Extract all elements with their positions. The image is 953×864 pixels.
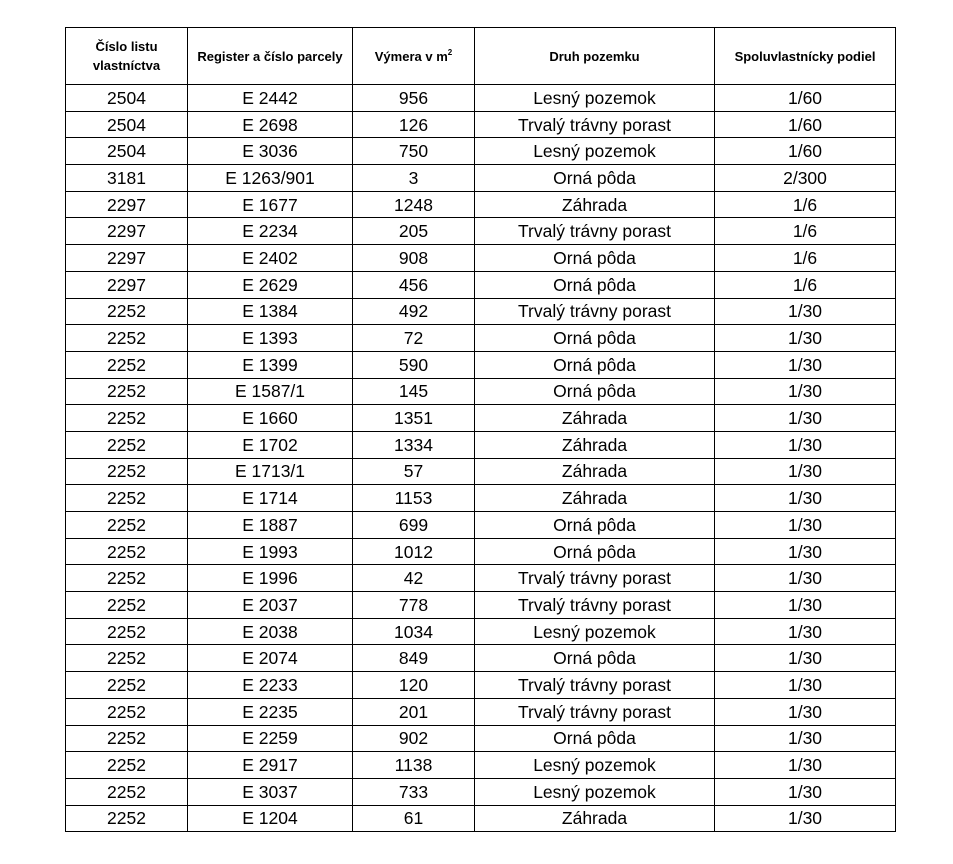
area-cell: 733 <box>353 778 475 805</box>
area-cell: 778 <box>353 592 475 619</box>
parcel-cell: E 1384 <box>188 298 353 325</box>
header-land-type: Druh pozemku <box>475 28 715 85</box>
area-cell: 72 <box>353 325 475 352</box>
land-type-cell: Trvalý trávny porast <box>475 565 715 592</box>
table-row <box>66 351 896 378</box>
share-cell: 1/6 <box>715 218 896 245</box>
parcel-cell: E 2037 <box>188 592 353 619</box>
area-cell: 750 <box>353 138 475 165</box>
parcel-cell: E 3037 <box>188 778 353 805</box>
owner-sheet-cell: 2297 <box>66 191 188 218</box>
share-cell: 1/30 <box>715 618 896 645</box>
table-header <box>66 28 896 85</box>
table-row <box>66 111 896 138</box>
table-row <box>66 271 896 298</box>
owner-sheet-cell: 2252 <box>66 592 188 619</box>
table-row <box>66 458 896 485</box>
land-type-cell: Lesný pozemok <box>475 85 715 112</box>
owner-sheet-cell: 2252 <box>66 512 188 539</box>
parcel-cell: E 2442 <box>188 85 353 112</box>
owner-sheet-cell: 2252 <box>66 298 188 325</box>
land-type-cell: Orná pôda <box>475 165 715 192</box>
share-cell: 1/30 <box>715 752 896 779</box>
parcel-cell: E 1714 <box>188 485 353 512</box>
header-area <box>353 28 475 85</box>
table-row <box>66 778 896 805</box>
area-cell: 1351 <box>353 405 475 432</box>
area-cell: 849 <box>353 645 475 672</box>
owner-sheet-cell: 2252 <box>66 725 188 752</box>
table-row <box>66 378 896 405</box>
parcel-cell: E 1204 <box>188 805 353 832</box>
land-type-cell: Záhrada <box>475 191 715 218</box>
area-cell: 1334 <box>353 431 475 458</box>
table-row <box>66 565 896 592</box>
area-cell: 57 <box>353 458 475 485</box>
share-cell: 1/30 <box>715 485 896 512</box>
share-cell: 1/30 <box>715 805 896 832</box>
parcel-cell: E 2402 <box>188 245 353 272</box>
parcel-cell: E 1399 <box>188 351 353 378</box>
land-type-cell: Trvalý trávny porast <box>475 218 715 245</box>
table-row <box>66 85 896 112</box>
table-row <box>66 218 896 245</box>
land-type-cell: Trvalý trávny porast <box>475 111 715 138</box>
area-cell: 492 <box>353 298 475 325</box>
parcel-table <box>65 27 896 832</box>
share-cell: 1/30 <box>715 698 896 725</box>
parcel-cell: E 1263/901 <box>188 165 353 192</box>
owner-sheet-cell: 2252 <box>66 351 188 378</box>
owner-sheet-cell: 2252 <box>66 618 188 645</box>
parcel-cell: E 3036 <box>188 138 353 165</box>
table-row <box>66 592 896 619</box>
parcel-cell: E 2629 <box>188 271 353 298</box>
table-body <box>66 85 896 832</box>
area-cell: 1248 <box>353 191 475 218</box>
land-type-cell: Záhrada <box>475 405 715 432</box>
owner-sheet-cell: 2252 <box>66 565 188 592</box>
land-type-cell: Záhrada <box>475 805 715 832</box>
parcel-cell: E 1713/1 <box>188 458 353 485</box>
land-type-cell: Trvalý trávny porast <box>475 698 715 725</box>
area-cell: 902 <box>353 725 475 752</box>
land-type-cell: Orná pôda <box>475 245 715 272</box>
owner-sheet-cell: 2252 <box>66 698 188 725</box>
land-type-cell: Orná pôda <box>475 351 715 378</box>
table-row <box>66 485 896 512</box>
owner-sheet-cell: 2252 <box>66 752 188 779</box>
land-type-cell: Trvalý trávny porast <box>475 672 715 699</box>
share-cell: 1/30 <box>715 351 896 378</box>
parcel-cell: E 1887 <box>188 512 353 539</box>
share-cell: 1/6 <box>715 245 896 272</box>
share-cell: 1/60 <box>715 85 896 112</box>
owner-sheet-cell: 2252 <box>66 378 188 405</box>
area-cell: 1034 <box>353 618 475 645</box>
parcel-cell: E 1702 <box>188 431 353 458</box>
share-cell: 1/60 <box>715 138 896 165</box>
land-type-cell: Orná pôda <box>475 378 715 405</box>
land-type-cell: Záhrada <box>475 485 715 512</box>
area-cell: 145 <box>353 378 475 405</box>
share-cell: 2/300 <box>715 165 896 192</box>
area-cell: 42 <box>353 565 475 592</box>
owner-sheet-cell: 2297 <box>66 245 188 272</box>
parcel-cell: E 2234 <box>188 218 353 245</box>
share-cell: 1/6 <box>715 191 896 218</box>
share-cell: 1/30 <box>715 431 896 458</box>
land-type-cell: Trvalý trávny porast <box>475 298 715 325</box>
area-cell: 1138 <box>353 752 475 779</box>
parcel-cell: E 2038 <box>188 618 353 645</box>
owner-sheet-cell: 2252 <box>66 325 188 352</box>
owner-sheet-cell: 2252 <box>66 431 188 458</box>
parcel-cell: E 2917 <box>188 752 353 779</box>
owner-sheet-cell: 2252 <box>66 645 188 672</box>
share-cell: 1/30 <box>715 592 896 619</box>
table-row <box>66 405 896 432</box>
land-type-cell: Orná pôda <box>475 512 715 539</box>
parcel-cell: E 1587/1 <box>188 378 353 405</box>
share-cell: 1/30 <box>715 565 896 592</box>
land-type-cell: Orná pôda <box>475 725 715 752</box>
table-row <box>66 752 896 779</box>
land-type-cell: Lesný pozemok <box>475 752 715 779</box>
share-cell: 1/60 <box>715 111 896 138</box>
table-row <box>66 325 896 352</box>
owner-sheet-cell: 2297 <box>66 218 188 245</box>
land-type-cell: Orná pôda <box>475 538 715 565</box>
table-row <box>66 298 896 325</box>
share-cell: 1/30 <box>715 458 896 485</box>
share-cell: 1/30 <box>715 298 896 325</box>
land-type-cell: Trvalý trávny porast <box>475 592 715 619</box>
land-type-cell: Lesný pozemok <box>475 618 715 645</box>
area-cell: 120 <box>353 672 475 699</box>
share-cell: 1/30 <box>715 778 896 805</box>
area-cell: 590 <box>353 351 475 378</box>
table-row <box>66 138 896 165</box>
area-cell: 1153 <box>353 485 475 512</box>
owner-sheet-cell: 2504 <box>66 138 188 165</box>
header-area-label: Výmera v m <box>374 48 448 64</box>
parcel-cell: E 2259 <box>188 725 353 752</box>
share-cell: 1/30 <box>715 512 896 539</box>
area-cell: 201 <box>353 698 475 725</box>
parcel-cell: E 2074 <box>188 645 353 672</box>
area-cell: 456 <box>353 271 475 298</box>
table-row <box>66 698 896 725</box>
area-cell: 61 <box>353 805 475 832</box>
area-cell: 699 <box>353 512 475 539</box>
area-cell: 3 <box>353 165 475 192</box>
table-row <box>66 645 896 672</box>
share-cell: 1/30 <box>715 725 896 752</box>
owner-sheet-cell: 2252 <box>66 458 188 485</box>
owner-sheet-cell: 3181 <box>66 165 188 192</box>
share-cell: 1/6 <box>715 271 896 298</box>
owner-sheet-cell: 2504 <box>66 85 188 112</box>
header-share: Spoluvlastnícky podiel <box>715 28 896 85</box>
area-cell: 1012 <box>353 538 475 565</box>
owner-sheet-cell: 2504 <box>66 111 188 138</box>
header-parcel: Register a číslo parcely <box>188 28 353 85</box>
table-row <box>66 512 896 539</box>
share-cell: 1/30 <box>715 405 896 432</box>
table-row <box>66 245 896 272</box>
owner-sheet-cell: 2297 <box>66 271 188 298</box>
table-row <box>66 191 896 218</box>
owner-sheet-cell: 2252 <box>66 805 188 832</box>
table-row <box>66 805 896 832</box>
parcel-cell: E 2235 <box>188 698 353 725</box>
area-cell: 205 <box>353 218 475 245</box>
table-row <box>66 431 896 458</box>
table-row <box>66 618 896 645</box>
parcel-cell: E 2233 <box>188 672 353 699</box>
table-row <box>66 672 896 699</box>
parcel-cell: E 1996 <box>188 565 353 592</box>
header-area-unit-exponent: 2 <box>447 47 453 57</box>
table-row <box>66 538 896 565</box>
header-owner-sheet: Číslo listu vlastníctva <box>66 28 188 85</box>
table-row <box>66 725 896 752</box>
parcel-cell: E 1677 <box>188 191 353 218</box>
land-type-cell: Orná pôda <box>475 325 715 352</box>
land-type-cell: Záhrada <box>475 458 715 485</box>
owner-sheet-cell: 2252 <box>66 778 188 805</box>
owner-sheet-cell: 2252 <box>66 672 188 699</box>
share-cell: 1/30 <box>715 378 896 405</box>
header-row <box>66 28 896 85</box>
share-cell: 1/30 <box>715 325 896 352</box>
owner-sheet-cell: 2252 <box>66 485 188 512</box>
share-cell: 1/30 <box>715 672 896 699</box>
owner-sheet-cell: 2252 <box>66 405 188 432</box>
land-type-cell: Lesný pozemok <box>475 138 715 165</box>
table-row <box>66 165 896 192</box>
parcel-cell: E 1660 <box>188 405 353 432</box>
area-cell: 126 <box>353 111 475 138</box>
parcel-cell: E 1993 <box>188 538 353 565</box>
land-type-cell: Záhrada <box>475 431 715 458</box>
area-cell: 908 <box>353 245 475 272</box>
land-type-cell: Orná pôda <box>475 271 715 298</box>
area-cell: 956 <box>353 85 475 112</box>
share-cell: 1/30 <box>715 538 896 565</box>
parcel-cell: E 2698 <box>188 111 353 138</box>
land-type-cell: Orná pôda <box>475 645 715 672</box>
share-cell: 1/30 <box>715 645 896 672</box>
parcel-cell: E 1393 <box>188 325 353 352</box>
land-type-cell: Lesný pozemok <box>475 778 715 805</box>
owner-sheet-cell: 2252 <box>66 538 188 565</box>
